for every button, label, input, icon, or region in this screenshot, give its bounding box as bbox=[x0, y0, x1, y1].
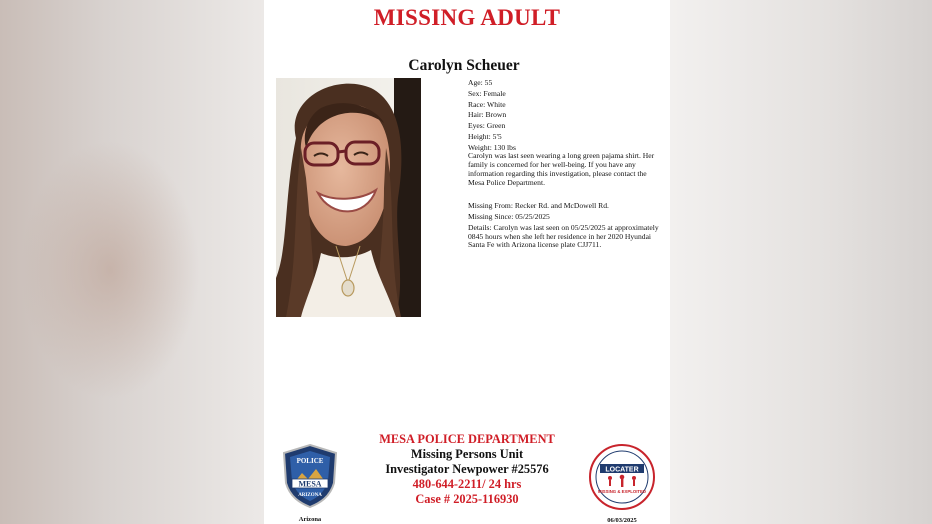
phone-number: 480-644-2211/ 24 hrs bbox=[412, 476, 522, 491]
locater-seal bbox=[586, 443, 658, 523]
police-badge-icon bbox=[278, 443, 342, 509]
investigator: Investigator Newpower #25576 bbox=[385, 461, 549, 476]
spacer bbox=[468, 187, 662, 202]
department-name: MESA POLICE DEPARTMENT bbox=[379, 432, 555, 446]
background-left-blur bbox=[0, 0, 264, 524]
detail-hair: Hair: Brown bbox=[468, 110, 507, 120]
detail-circumstances: Details: Carolyn was last seen on 05/25/2025 at approximately 0845 hours when she left her residence in her 2020 Hyundai Santa Fe with Arizona license plate CJJ711. bbox=[468, 222, 659, 250]
badge-mesa-text: MESA bbox=[298, 479, 322, 489]
badge-left-caption: Arizona bbox=[298, 516, 322, 523]
unit-name: Missing Persons Unit bbox=[410, 446, 524, 461]
detail-race: Race: White bbox=[468, 99, 506, 109]
badge-right-caption: 06/03/2025 bbox=[607, 517, 637, 524]
blurred-shape bbox=[20, 140, 200, 400]
badge-arizona-text: ARIZONA bbox=[298, 493, 322, 498]
details-panel bbox=[468, 79, 662, 250]
detail-sex: Sex: Female bbox=[468, 88, 506, 98]
person-photo bbox=[276, 78, 421, 317]
portrait-illustration bbox=[276, 78, 421, 317]
person-name: Carolyn Scheuer bbox=[408, 57, 520, 74]
detail-height: Height: 5'5 bbox=[468, 131, 502, 141]
background-right-blur bbox=[670, 0, 932, 524]
seal-locater-text: LOCATER bbox=[605, 466, 639, 474]
detail-description: Carolyn was last seen wearing a long green pajama shirt. Her family is concerned for her well-being. If you have any information regarding this investigation, please contact the Mesa Police Department. bbox=[468, 151, 655, 187]
detail-eyes: Eyes: Green bbox=[468, 121, 506, 131]
missing-poster bbox=[264, 0, 670, 524]
seal-missing-text: MISSING & EXPLOITED bbox=[598, 489, 646, 494]
detail-missing-from: Missing From: Recker Rd. and McDowell Rd. bbox=[468, 201, 609, 211]
detail-weight: Weight: 130 lbs bbox=[468, 142, 516, 152]
badge-police-text: POLICE bbox=[296, 457, 324, 465]
mesa-police-badge bbox=[278, 443, 342, 523]
locater-seal-icon bbox=[586, 443, 658, 511]
poster-title: MISSING ADULT bbox=[373, 5, 561, 30]
case-number: Case # 2025-116930 bbox=[415, 492, 519, 507]
detail-age: Age: 55 bbox=[468, 78, 493, 87]
detail-missing-since: Missing Since: 05/25/2025 bbox=[468, 212, 550, 222]
